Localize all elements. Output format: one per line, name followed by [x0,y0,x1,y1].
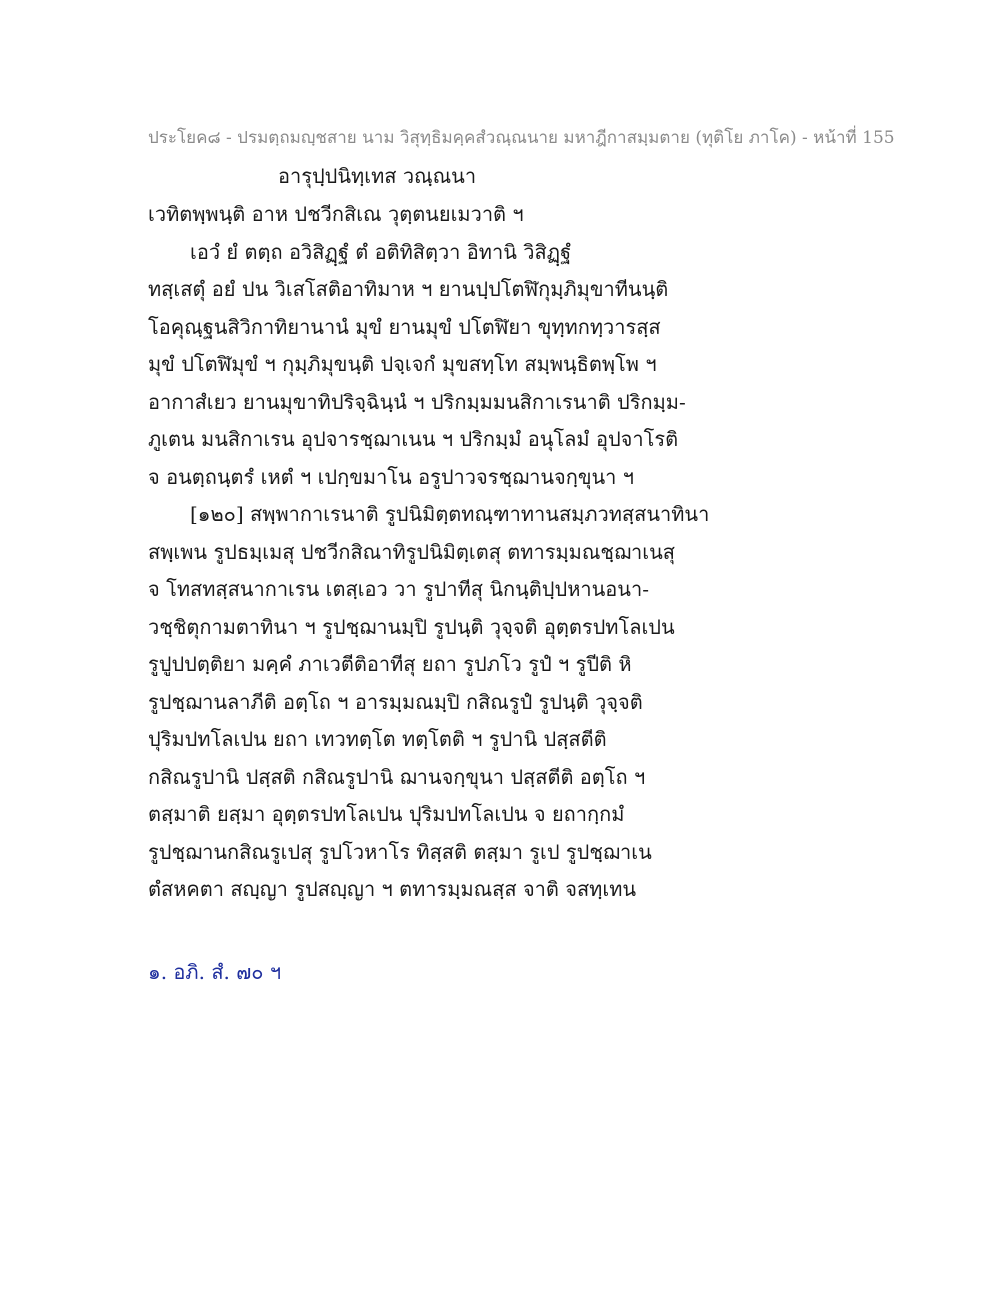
text-line: ทสฺเสตุํ อยํ ปน วิเสโสติอาทิมาห ฯ ยานปฺปโตฬิกุมฺภิมุขาทีนนฺติ [148,277,669,301]
footnote: ๑. อภิ. สํ. ๗๐ ฯ [148,960,282,984]
text-line: รูปชฺฌานกสิณรูเปสุ รูปโวหาโร ทิสฺสติ ตสฺมา รูเป รูปชฺฌาเน [148,839,652,864]
running-header: ประโยค๘ - ปรมตฺถมญฺชสาย นาม วิสุทฺธิมคฺคสํวณฺณนาย มหาฎีกาสมฺมตาย (ทุติโย ภาโค) - หน้าที่ 155 [148,128,895,148]
text-line: ตสฺมาติ ยสฺมา อุตฺตรปทโลเปน ปุริมปทโลเปน จ ยถากฺกมํ [148,802,625,826]
text-line: กสิณรูปานิ ปสฺสติ กสิณรูปานิ ฌานจกฺขุนา ปสฺสตีติ อตฺโถ ฯ [148,764,646,789]
text-line: [๑๒๐] สพฺพากาเรนาติ รูปนิมิตฺตทณฺฑาทานสมฺภวทสฺสนาทินา [190,502,710,526]
text-line: เอวํ ยํ ตตฺถ อวิสิฏฺฐํ ตํ อติทิสิตฺวา อิทานิ วิสิฏฺฐํ [190,239,572,264]
text-line: วชฺชิตุกามตาทินา ฯ รูปชฺฌานมฺปิ รูปนฺติ วุจฺจติ อุตฺตรปทโลเปน [148,614,675,639]
body-text [148,196,708,909]
text-line: รูปูปปตฺติยา มคฺคํ ภาเวตีติอาทีสุ ยถา รูปภโว รูปํ ฯ รูปีติ หิ [148,652,632,676]
text-line: รูปชฺฌานลาภีติ อตฺโถ ฯ อารมฺมณมฺปิ กสิณรูปํ รูปนฺติ วุจฺจติ [148,689,643,714]
text-line: จ โทสทสฺสนากาเรน เตสฺเอว วา รูปาทีสุ นิกนฺติปฺปหานอนา- [148,577,649,601]
section-subtitle: อารุปฺปนิทฺเทส วณฺณนา [278,164,477,188]
text-line: เวทิตพฺพนฺติ อาห ปชวีกสิเณ วุตฺตนยเมวาติ ฯ [148,202,524,226]
text-line: ปุริมปทโลเปน ยถา เทวทตฺโต ทตฺโตติ ฯ รูปานิ ปสฺสตีติ [148,727,607,751]
text-line: โอคุณฺฐนสิวิกาทิยานานํ มุขํ ยานมุขํ ปโตฬิยา ขุทฺทกทฺวารสฺส [148,314,661,339]
text-line: สพฺเพน รูปธมฺเมสุ ปชวีกสิณาทิรูปนิมิตฺเตสุ ตทารมฺมณชฺฌาเนสุ [148,539,675,564]
text-line: ภูเตน มนสิกาเรน อุปจารชฺฌาเนน ฯ ปริกมฺมํ อนุโลมํ อุปจาโรติ [148,427,679,451]
text-line: มุขํ ปโตฬิมุขํ ฯ กุมฺภิมุขนฺติ ปจฺเจกํ มุขสทฺโท สมฺพนฺธิตพฺโพ ฯ [148,352,657,376]
text-line: จ อนตฺถนฺตรํ เหตํ ฯ เปกฺขมาโน อรูปาวจรชฺฌานจกฺขุนา ฯ [148,464,634,489]
text-line: ตํสหคตา สญฺญา รูปสญฺญา ฯ ตทารมฺมณสฺส จาติ จสทฺเทน [148,877,637,901]
text-line: อากาสํเยว ยานมุขาทิปริจฺฉินฺนํ ฯ ปริกมฺมมนสิกาเรนาติ ปริกมฺม- [148,389,686,414]
